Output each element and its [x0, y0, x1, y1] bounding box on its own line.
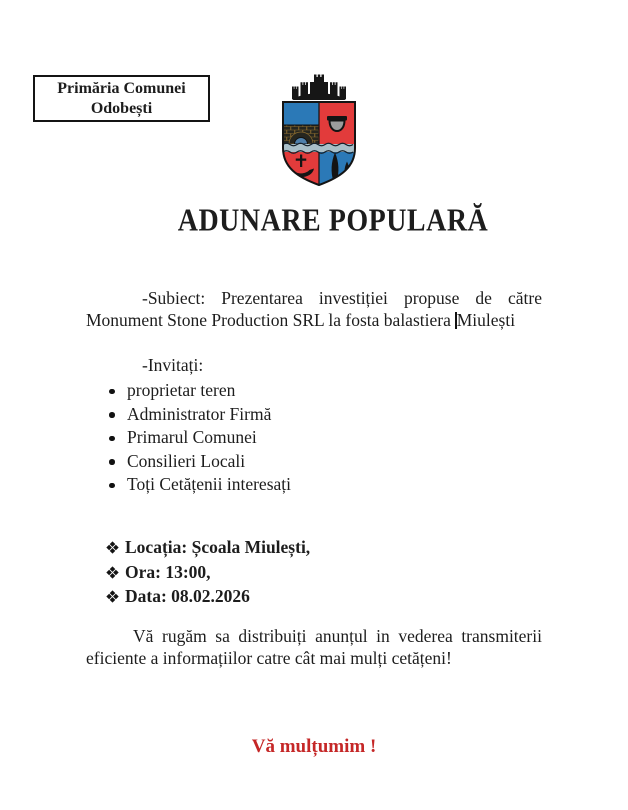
list-item: proprietar teren — [86, 379, 291, 403]
list-item: Administrator Firmă — [86, 403, 291, 427]
detail-location — [86, 535, 310, 560]
org-header-box — [33, 75, 210, 122]
mural-crown-icon — [292, 75, 346, 101]
list-item: Toți Cetățenii interesați — [86, 473, 291, 497]
event-details — [86, 535, 310, 609]
diamond-bullet-icon — [106, 566, 119, 579]
subject-paragraph — [86, 288, 542, 332]
org-name-line2: Odobești — [90, 99, 153, 117]
bridge-charge-icon — [283, 125, 319, 144]
subject-text: -Subiect: Prezentarea investiției propuse de către Monument Stone Production SRL la fosta balastiera — [86, 288, 542, 330]
page-title: ADUNARE POPULARĂ — [177, 203, 489, 239]
list-item: Primarul Comunei — [86, 426, 291, 450]
wavy-band — [283, 143, 355, 153]
detail-text: Ora: 13:00, — [125, 561, 211, 582]
thanks-message: Vă mulțumim ! — [251, 736, 377, 757]
list-item: Consilieri Locali — [86, 450, 291, 474]
detail-text: Data: 08.02.2026 — [125, 586, 250, 606]
invited-list — [86, 379, 291, 497]
diamond-bullet-icon — [106, 541, 119, 554]
shield-field — [283, 102, 355, 186]
detail-text: Locația: Școala Miulești, — [125, 537, 311, 557]
subject-last-word: Miulești — [456, 309, 516, 330]
coat-of-arms-icon — [279, 74, 359, 186]
detail-date — [86, 584, 310, 609]
org-name-line1: Primăria Comunei — [57, 80, 186, 97]
diamond-bullet-icon — [106, 590, 119, 603]
invited-label: -Invitați: — [142, 355, 204, 375]
detail-time — [86, 560, 310, 585]
closing-paragraph: Vă rugăm sa distribuiți anunțul in vederea transmiterii eficiente a informațiilor catre cât mai mulți cetățeni! — [86, 626, 542, 668]
